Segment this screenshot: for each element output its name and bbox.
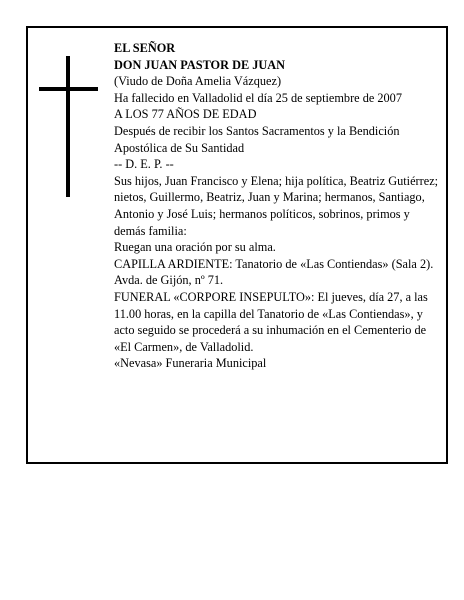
prayer-line: Ruegan una oración por su alma. [114,240,276,255]
obituary-notice [26,26,448,464]
family-line: Sus hijos, Juan Francisco y Elena; hija política, Beatriz Gutiérrez; nietos, Guillermo, Beatriz, Juan y Marina; hermanos, Santiago, Antonio y José Luis; hermanos políticos, sobrinos, primos y demás familia: [114,173,439,238]
honorific-title: EL SEÑOR [114,41,176,55]
age-line: A LOS 77 AÑOS DE EDAD [114,107,257,122]
cross-horizontal-bar [39,87,98,91]
funeral-line: FUNERAL «CORPORE INSEPULTO»: El jueves, día 27, a las 11.00 horas, en la capilla del Tanatorio de «Las Contiendas», y acto seguido se procederá a su inhumación en el Cementerio de «El Carmen», de Valladolid. [114,289,428,354]
deceased-name: DON JUAN PASTOR DE JUAN [114,57,286,72]
cross-vertical-bar [66,56,70,197]
sacraments-line: Después de recibir los Santos Sacramentos y la Bendición Apostólica de Su Santidad [114,123,400,155]
obituary-text [114,40,440,372]
widower-line: (Viudo de Doña Amelia Vázquez) [114,74,282,89]
chapel-line: CAPILLA ARDIENTE: Tanatorio de «Las Contiendas» (Sala 2). Avda. de Gijón, nº 71. [114,256,434,288]
rip-line: -- D. E. P. -- [114,157,174,172]
funeral-home-line: «Nevasa» Funeraria Municipal [114,356,267,371]
death-announcement: Ha fallecido en Valladolid el día 25 de septiembre de 2007 [114,90,402,105]
